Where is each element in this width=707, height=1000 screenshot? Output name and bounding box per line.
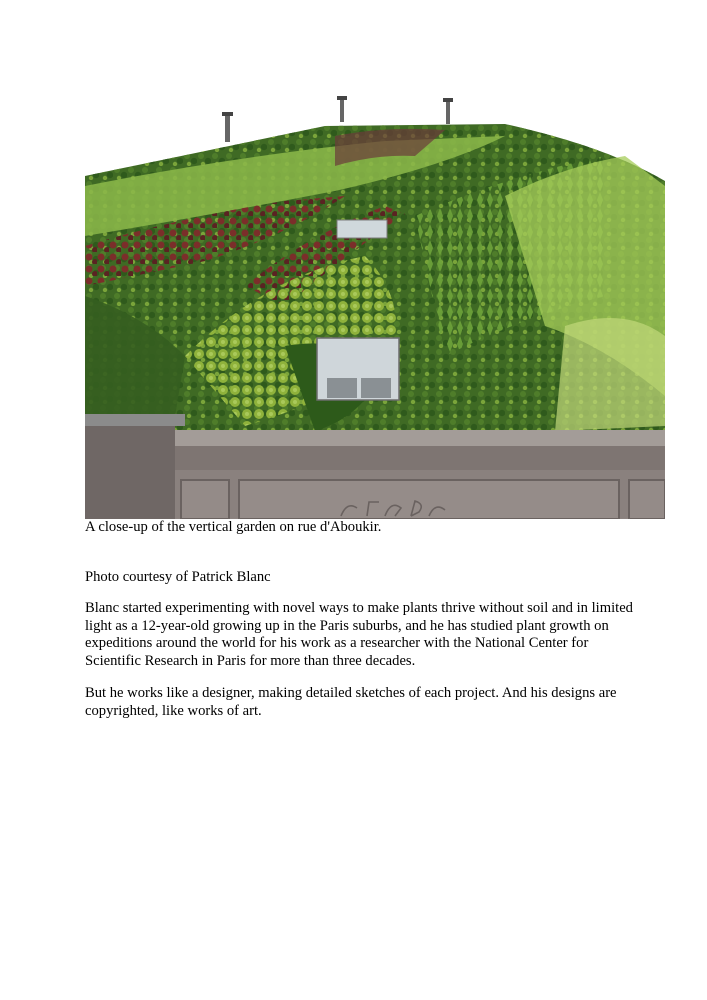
paragraph-line: copyrighted, like works of art. bbox=[85, 702, 262, 719]
figure-caption: A close-up of the vertical garden on rue d'Aboukir. bbox=[85, 519, 382, 535]
paragraph-line: But he works like a designer, making detailed sketches of each project. And his designs are bbox=[85, 685, 617, 701]
body-paragraph-1 bbox=[85, 600, 633, 670]
paragraph-line: light as a 12-year-old growing up in the Paris suburbs, and he has studied plant growth on bbox=[85, 617, 609, 634]
vertical-garden-photo bbox=[85, 96, 665, 519]
paragraph-line: Blanc started experimenting with novel ways to make plants thrive without soil and in limited bbox=[85, 600, 633, 616]
photo-credit: Photo courtesy of Patrick Blanc bbox=[85, 569, 271, 585]
body-paragraph-2 bbox=[85, 685, 617, 720]
paragraph-line: Scientific Research in Paris for more than three decades. bbox=[85, 652, 416, 669]
paragraph-line: expeditions around the world for his work as a researcher with the National Center for bbox=[85, 635, 589, 651]
